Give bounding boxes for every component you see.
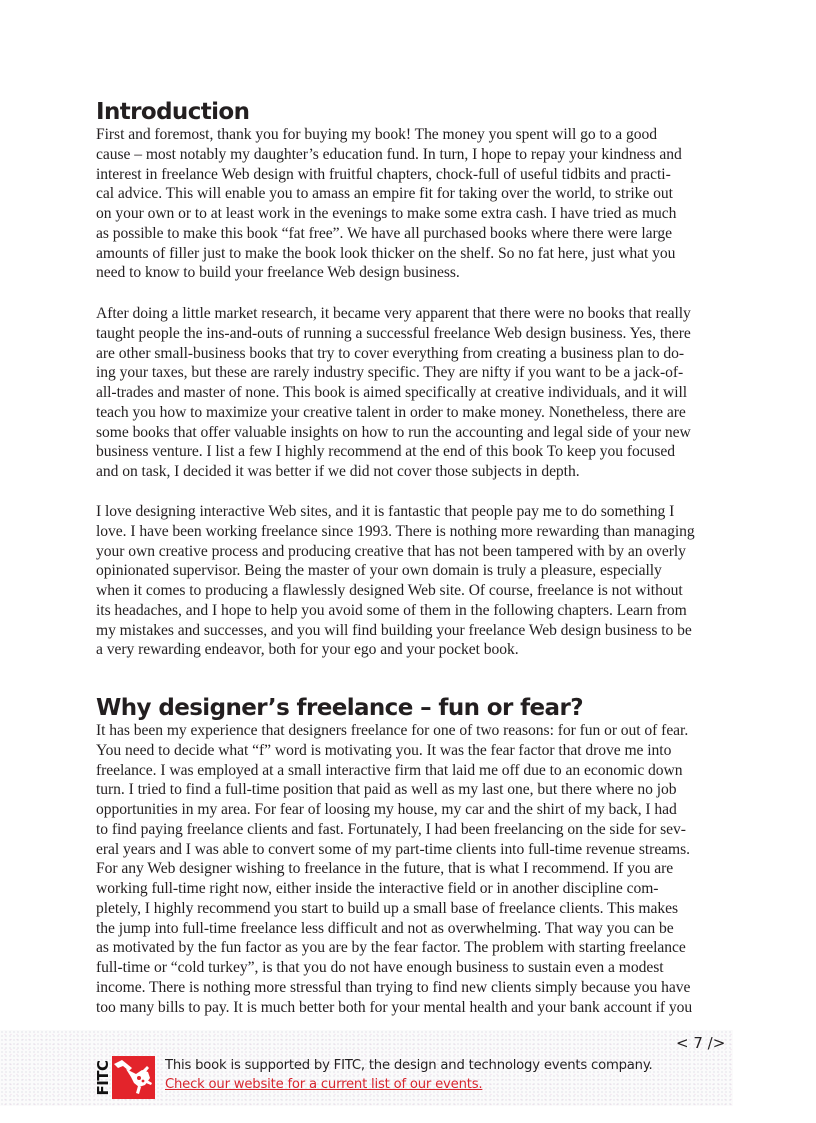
text-line: the jump into full-time freelance less difficult and not as overwhelming. That way you can be — [96, 919, 674, 937]
text-line: After doing a little market research, it became very apparent that there were no books that really — [96, 305, 691, 322]
paragraph-intro-1 — [96, 125, 736, 283]
text-line: too many bills to pay. It is much better both for your mental health and your bank account if you — [96, 998, 693, 1016]
text-line: some books that offer valuable insights on how to run the accounting and legal side of your new — [96, 423, 691, 441]
text-line: eral years and I was able to convert some of my part-time clients into full-time revenue streams. — [96, 840, 691, 858]
text-line: pletely, I highly recommend you start to build up a small base of freelance clients. This makes — [96, 899, 679, 917]
paragraph-why-1 — [96, 721, 736, 1017]
text-line: working full-time right now, either inside the interactive field or in another discipline com- — [96, 880, 659, 897]
fitc-logo-text: FITC — [94, 1059, 112, 1096]
paragraph-intro-3 — [96, 502, 736, 660]
fitc-logo-wordmark — [95, 1056, 111, 1099]
text-line: opinionated supervisor. Being the master of your own domain is truly a pleasure, especially — [96, 562, 662, 580]
text-line: I love designing interactive Web sites, and it is fantastic that people pay me to do something I — [96, 503, 675, 520]
text-line: your own creative process and producing creative that has not been tampered with by an overly — [96, 542, 686, 560]
text-line: cal advice. This will enable you to amass an empire fit for taking over the world, to strike out — [96, 185, 673, 203]
text-line: need to know to build your freelance Web design business. — [96, 264, 460, 282]
text-line: on your own or to at least work in the evenings to make some extra cash. I have tried as much — [96, 205, 677, 222]
text-line: full-time or “cold turkey”, is that you do not have enough business to sustain even a modest — [96, 959, 664, 976]
fitc-logo[interactable] — [95, 1056, 155, 1099]
text-line: its headaches, and I hope to help you avoid some of them in the following chapters. Learn from — [96, 601, 687, 619]
section-heading-introduction: Introduction — [96, 99, 250, 125]
text-line: and on task, I decided it was better if we did not cover those subjects in depth. — [96, 463, 580, 480]
text-line: turn. I tried to find a full-time position that paid as well as my last one, but there where no job — [96, 781, 677, 799]
text-line: a very rewarding endeavor, both for your ego and your pocket book. — [96, 641, 519, 659]
text-line: business venture. I list a few I highly recommend at the end of this book To keep you focused — [96, 443, 676, 461]
events-link[interactable]: Check our website for a current list of our events. — [165, 1077, 483, 1092]
text-line: ing your taxes, but these are rarely industry specific. They are nifty if you want to be a jack-of- — [96, 364, 684, 382]
text-line: love. I have been working freelance since 1993. There is nothing more rewarding than managing — [96, 522, 695, 540]
page-number: < 7 /> — [676, 1034, 726, 1052]
text-line: taught people the ins-and-outs of running a successful freelance Web design business. Yes, there — [96, 324, 691, 342]
text-line: as motivated by the fun factor as you are by the fear factor. The problem with starting freelance — [96, 939, 686, 957]
text-line: cause – most notably my daughter’s education fund. In turn, I hope to repay your kindness and — [96, 145, 682, 163]
text-line: to find paying freelance clients and fast. Fortunately, I had been freelancing on the side for sev- — [96, 820, 686, 838]
text-line: income. There is nothing more stressful than trying to find new clients simply because you have — [96, 978, 691, 996]
text-line: all-trades and master of none. This book is aimed specifically at creative individuals, and it will — [96, 384, 688, 401]
paragraph-intro-2 — [96, 304, 736, 482]
text-line: when it comes to producing a flawlessly designed Web site. Of course, freelance is not without — [96, 582, 683, 599]
fitc-robot-icon — [112, 1056, 155, 1099]
text-line: freelance. I was employed at a small interactive firm that laid me off due to an economic down — [96, 761, 683, 779]
text-line: First and foremost, thank you for buying my book! The money you spent will go to a good — [96, 126, 658, 143]
text-line: It has been my experience that designers freelance for one of two reasons: for fun or out of fear. — [96, 722, 689, 739]
text-line: For any Web designer wishing to freelance in the future, that is what I recommend. If you are — [96, 860, 674, 878]
text-line: opportunities in my area. For fear of loosing my house, my car and the shirt of my back, I had — [96, 801, 677, 818]
section-heading-why-freelance: Why designer’s freelance – fun or fear? — [96, 695, 583, 721]
footer-support-text: This book is supported by FITC, the design and technology events company. — [165, 1058, 653, 1073]
text-line: my mistakes and successes, and you will find building your freelance Web design business to be — [96, 621, 692, 639]
text-line: teach you how to maximize your creative talent in order to make money. Nonetheless, there are — [96, 403, 686, 421]
text-line: as possible to make this book “fat free”. We have all purchased books where there were large — [96, 224, 672, 242]
text-line: You need to decide what “f” word is motivating you. It was the fear factor that drove me into — [96, 741, 672, 759]
text-line: are other small-business books that try to cover everything from creating a business plan to do- — [96, 344, 685, 362]
text-line: amounts of filler just to make the book look thicker on the shelf. So no fat here, just what you — [96, 244, 676, 262]
text-line: interest in freelance Web design with fruitful chapters, chock-full of useful tidbits and practi- — [96, 165, 671, 183]
